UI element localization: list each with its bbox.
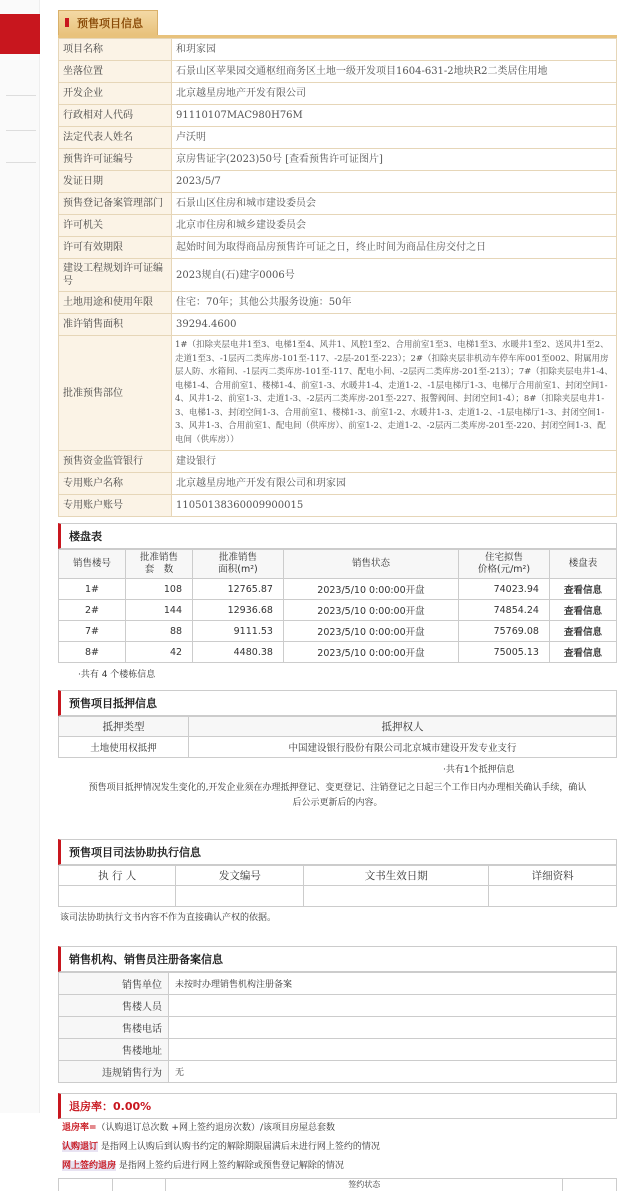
info-row — [59, 495, 617, 517]
refund-formula — [58, 1119, 617, 1138]
buildings-header-cell: 销售楼号 — [59, 550, 126, 579]
sales-label: 违规销售行为 — [59, 1061, 169, 1083]
section-title-mortgage: 预售项目抵押信息 — [58, 690, 617, 716]
info-row — [59, 127, 617, 149]
info-value: 石景山区苹果园交通枢纽商务区土地一级开发项目1604-631-2地块R2二类居住用地 — [172, 61, 617, 83]
info-value: 北京市住房和城乡建设委员会 — [172, 215, 617, 237]
info-value[interactable]: 京房售证字(2023)50号 [查看预售许可证图片] — [172, 149, 617, 171]
info-row — [59, 193, 617, 215]
judicial-table — [58, 865, 617, 907]
table-cell — [59, 886, 176, 907]
table-cell: 2023/5/10 0:00:00开盘 — [283, 600, 458, 621]
info-row — [59, 292, 617, 314]
table-cell: 2023/5/10 0:00:00开盘 — [283, 621, 458, 642]
mortgage-header-cell: 抵押权人 — [189, 717, 617, 737]
info-label: 行政相对人代码 — [59, 105, 172, 127]
mortgage-count-note: ·共有1个抵押信息 — [58, 758, 617, 779]
sales-row — [59, 1039, 617, 1061]
table-cell: 74854.24 — [459, 600, 550, 621]
table-cell — [489, 886, 617, 907]
left-nav-divider — [6, 95, 36, 96]
info-label: 准许销售面积 — [59, 314, 172, 336]
sales-label: 售楼电话 — [59, 1017, 169, 1039]
info-value: 卢沃明 — [172, 127, 617, 149]
info-label: 法定代表人姓名 — [59, 127, 172, 149]
table-row — [59, 579, 617, 600]
sales-row — [59, 1061, 617, 1083]
refund-formula-text: （认购退订总次数 +网上签约退房次数）/该项目房屋总套数 — [97, 1123, 335, 1133]
table-cell: 4480.38 — [193, 642, 284, 663]
main-content — [58, 10, 617, 1191]
mortgage-header-cell: 抵押类型 — [59, 717, 189, 737]
table-cell: 108 — [126, 579, 193, 600]
table-cell: 12765.87 — [193, 579, 284, 600]
info-label: 批准预售部位 — [59, 336, 172, 451]
table-cell: 2# — [59, 600, 126, 621]
info-label: 建设工程规划许可证编号 — [59, 259, 172, 292]
info-row — [59, 215, 617, 237]
table-cell: 144 — [126, 600, 193, 621]
sales-registration-table — [58, 972, 617, 1083]
refund-table-partial — [58, 1178, 617, 1191]
info-value: 91110107MAC980H76M — [172, 105, 617, 127]
left-nav-strip — [0, 0, 40, 1113]
sales-value: 未按时办理销售机构注册备案 — [169, 973, 617, 995]
info-row — [59, 171, 617, 193]
info-value: 北京越星房地产开发有限公司和玥家园 — [172, 473, 617, 495]
mortgage-table — [58, 716, 617, 758]
buildings-table — [58, 549, 617, 663]
sales-row — [59, 1017, 617, 1039]
sales-value: 无 — [169, 1061, 617, 1083]
info-row — [59, 473, 617, 495]
table-row — [59, 737, 617, 758]
table-row — [59, 600, 617, 621]
info-value: 2023/5/7 — [172, 171, 617, 193]
section-title-judicial: 预售项目司法协助执行信息 — [58, 839, 617, 865]
refund-online-key: 网上签约退房 — [62, 1161, 116, 1171]
info-value: 1#（扣除夹层电井1至3、电梯1至4、风井1、风腔1至2、合用前室1至3、电梯1至3、水暖井1至2、送风井1至2、走道1至3、-1层丙二类库房-101至-117、-2层-201至-223）；2#（扣除夹层非机动车停车库001至002、附属用房层人防、水箱间、-1层丙二类库房-101至-117、配电小间、-2层丙二类库房-201至-213）；7#（扣除夹层电井1-4、电梯1-4、合用前室1、楼梯1-4、前室1-3、水暖井1-4、走道1-2、-1层电梯厅1-3、电梯厅合用前室1、封闭空间1-4、风井1-2、前室1-3、走道1-3、-2层丙二类库房-201至-227、报警阀间、封闭空间1-4）；8#（扣除夹层电井1-3、电梯1-3、封闭空间1-3、合用前室1、楼梯1-3、前室1-2、水暖井1-3、走道1-2、-1层电梯厅1-3、封闭空间1-3、风井1-3、合用前室1、配电间（供库房）、前室1-2、走道1-2、-2层丙二类库房-201至-220、封闭空间1-3、配电间（供库房）） — [172, 336, 617, 451]
info-value: 石景山区住房和城市建设委员会 — [172, 193, 617, 215]
info-row — [59, 39, 617, 61]
table-cell: 9111.53 — [193, 621, 284, 642]
info-row — [59, 149, 617, 171]
judicial-header-cell: 详细资料 — [489, 866, 617, 886]
sales-value — [169, 995, 617, 1017]
view-info-link[interactable]: 查看信息 — [549, 621, 616, 642]
buildings-header-cell: 批准销售 面积(m²) — [193, 550, 284, 579]
table-cell: 2023/5/10 0:00:00开盘 — [283, 642, 458, 663]
refund-subscription-note — [58, 1138, 617, 1157]
table-row — [59, 642, 617, 663]
view-info-link[interactable]: 查看信息 — [549, 600, 616, 621]
sales-value — [169, 1039, 617, 1061]
info-label: 坐落位置 — [59, 61, 172, 83]
info-row — [59, 237, 617, 259]
table-row — [59, 621, 617, 642]
judicial-notice: 该司法协助执行文书内容不作为直接确认产权的依据。 — [58, 907, 617, 940]
refund-online-note — [58, 1157, 617, 1176]
sales-label: 售楼人员 — [59, 995, 169, 1017]
info-label: 预售登记备案管理部门 — [59, 193, 172, 215]
table-cell: 74023.94 — [459, 579, 550, 600]
table-cell: 土地使用权抵押 — [59, 737, 189, 758]
judicial-header-cell: 文书生效日期 — [304, 866, 489, 886]
info-row — [59, 61, 617, 83]
info-value: 39294.4600 — [172, 314, 617, 336]
info-label: 预售许可证编号 — [59, 149, 172, 171]
table-cell: 8# — [59, 642, 126, 663]
table-cell: 7# — [59, 621, 126, 642]
refund-subscription-text: 是指网上认购后到认购书约定的解除期限届满后未进行网上签约的情况 — [101, 1142, 380, 1152]
table-cell — [304, 886, 489, 907]
table-cell: 88 — [126, 621, 193, 642]
refund-table-header-partial: 签约状态 — [166, 1179, 563, 1191]
table-cell: 75769.08 — [459, 621, 550, 642]
info-row — [59, 451, 617, 473]
sales-value — [169, 1017, 617, 1039]
sales-row — [59, 995, 617, 1017]
info-value: 建设银行 — [172, 451, 617, 473]
sales-row — [59, 973, 617, 995]
info-label: 发证日期 — [59, 171, 172, 193]
info-label: 专用账户名称 — [59, 473, 172, 495]
table-cell: 中国建设银行股份有限公司北京城市建设开发专业支行 — [189, 737, 617, 758]
info-value: 起始时间为取得商品房预售许可证之日，终止时间为商品住房交付之日 — [172, 237, 617, 259]
info-label: 预售资金监管银行 — [59, 451, 172, 473]
sales-label: 销售单位 — [59, 973, 169, 995]
section-title-buildings: 楼盘表 — [58, 523, 617, 549]
refund-online-text: 是指网上签约后进行网上签约解除或预售登记解除的情况 — [119, 1161, 344, 1171]
mortgage-notice: 预售项目抵押情况发生变化的,开发企业须在办理抵押登记、变更登记、注销登记之日起三个工作日内办理相关确认手续，确认后公示更新后的内容。 — [58, 779, 617, 825]
info-row — [59, 83, 617, 105]
sales-label: 售楼地址 — [59, 1039, 169, 1061]
section-tab-presale-info: 预售项目信息 — [58, 10, 158, 35]
info-label: 开发企业 — [59, 83, 172, 105]
judicial-header-cell: 发文编号 — [176, 866, 304, 886]
judicial-header-cell: 执 行 人 — [59, 866, 176, 886]
view-info-link[interactable]: 查看信息 — [549, 642, 616, 663]
info-row — [59, 259, 617, 292]
left-nav-divider — [6, 162, 36, 163]
info-label: 项目名称 — [59, 39, 172, 61]
info-row — [59, 314, 617, 336]
buildings-count-note: ·共有 4 个楼栋信息 — [58, 663, 617, 684]
info-row — [59, 336, 617, 451]
table-cell: 42 — [126, 642, 193, 663]
table-cell: 1# — [59, 579, 126, 600]
refund-rate-title: 退房率：0.00% — [58, 1093, 617, 1119]
info-value: 11050138360009900015 — [172, 495, 617, 517]
info-label: 许可有效期限 — [59, 237, 172, 259]
view-info-link[interactable]: 查看信息 — [549, 579, 616, 600]
info-value: 北京越星房地产开发有限公司 — [172, 83, 617, 105]
info-value: 住宅：70年；其他公共服务设施：50年 — [172, 292, 617, 314]
info-value: 2023规自(石)建字0006号 — [172, 259, 617, 292]
table-cell: 75005.13 — [459, 642, 550, 663]
buildings-header-cell: 销售状态 — [283, 550, 458, 579]
info-row — [59, 105, 617, 127]
table-cell: 12936.68 — [193, 600, 284, 621]
info-label: 许可机关 — [59, 215, 172, 237]
buildings-header-cell: 住宅拟售 价格(元/m²) — [459, 550, 550, 579]
info-label: 土地用途和使用年限 — [59, 292, 172, 314]
info-value: 和玥家园 — [172, 39, 617, 61]
table-cell: 2023/5/10 0:00:00开盘 — [283, 579, 458, 600]
presale-info-table — [58, 38, 617, 517]
buildings-header-cell: 楼盘表 — [549, 550, 616, 579]
refund-formula-key: 退房率= — [62, 1123, 97, 1133]
table-cell — [176, 886, 304, 907]
info-label: 专用账户账号 — [59, 495, 172, 517]
section-title-sales: 销售机构、销售员注册备案信息 — [58, 946, 617, 972]
left-nav-active-block[interactable] — [0, 14, 40, 54]
refund-subscription-key: 认购退订 — [62, 1142, 98, 1152]
left-nav-divider — [6, 130, 36, 131]
buildings-header-cell: 批准销售 套 数 — [126, 550, 193, 579]
